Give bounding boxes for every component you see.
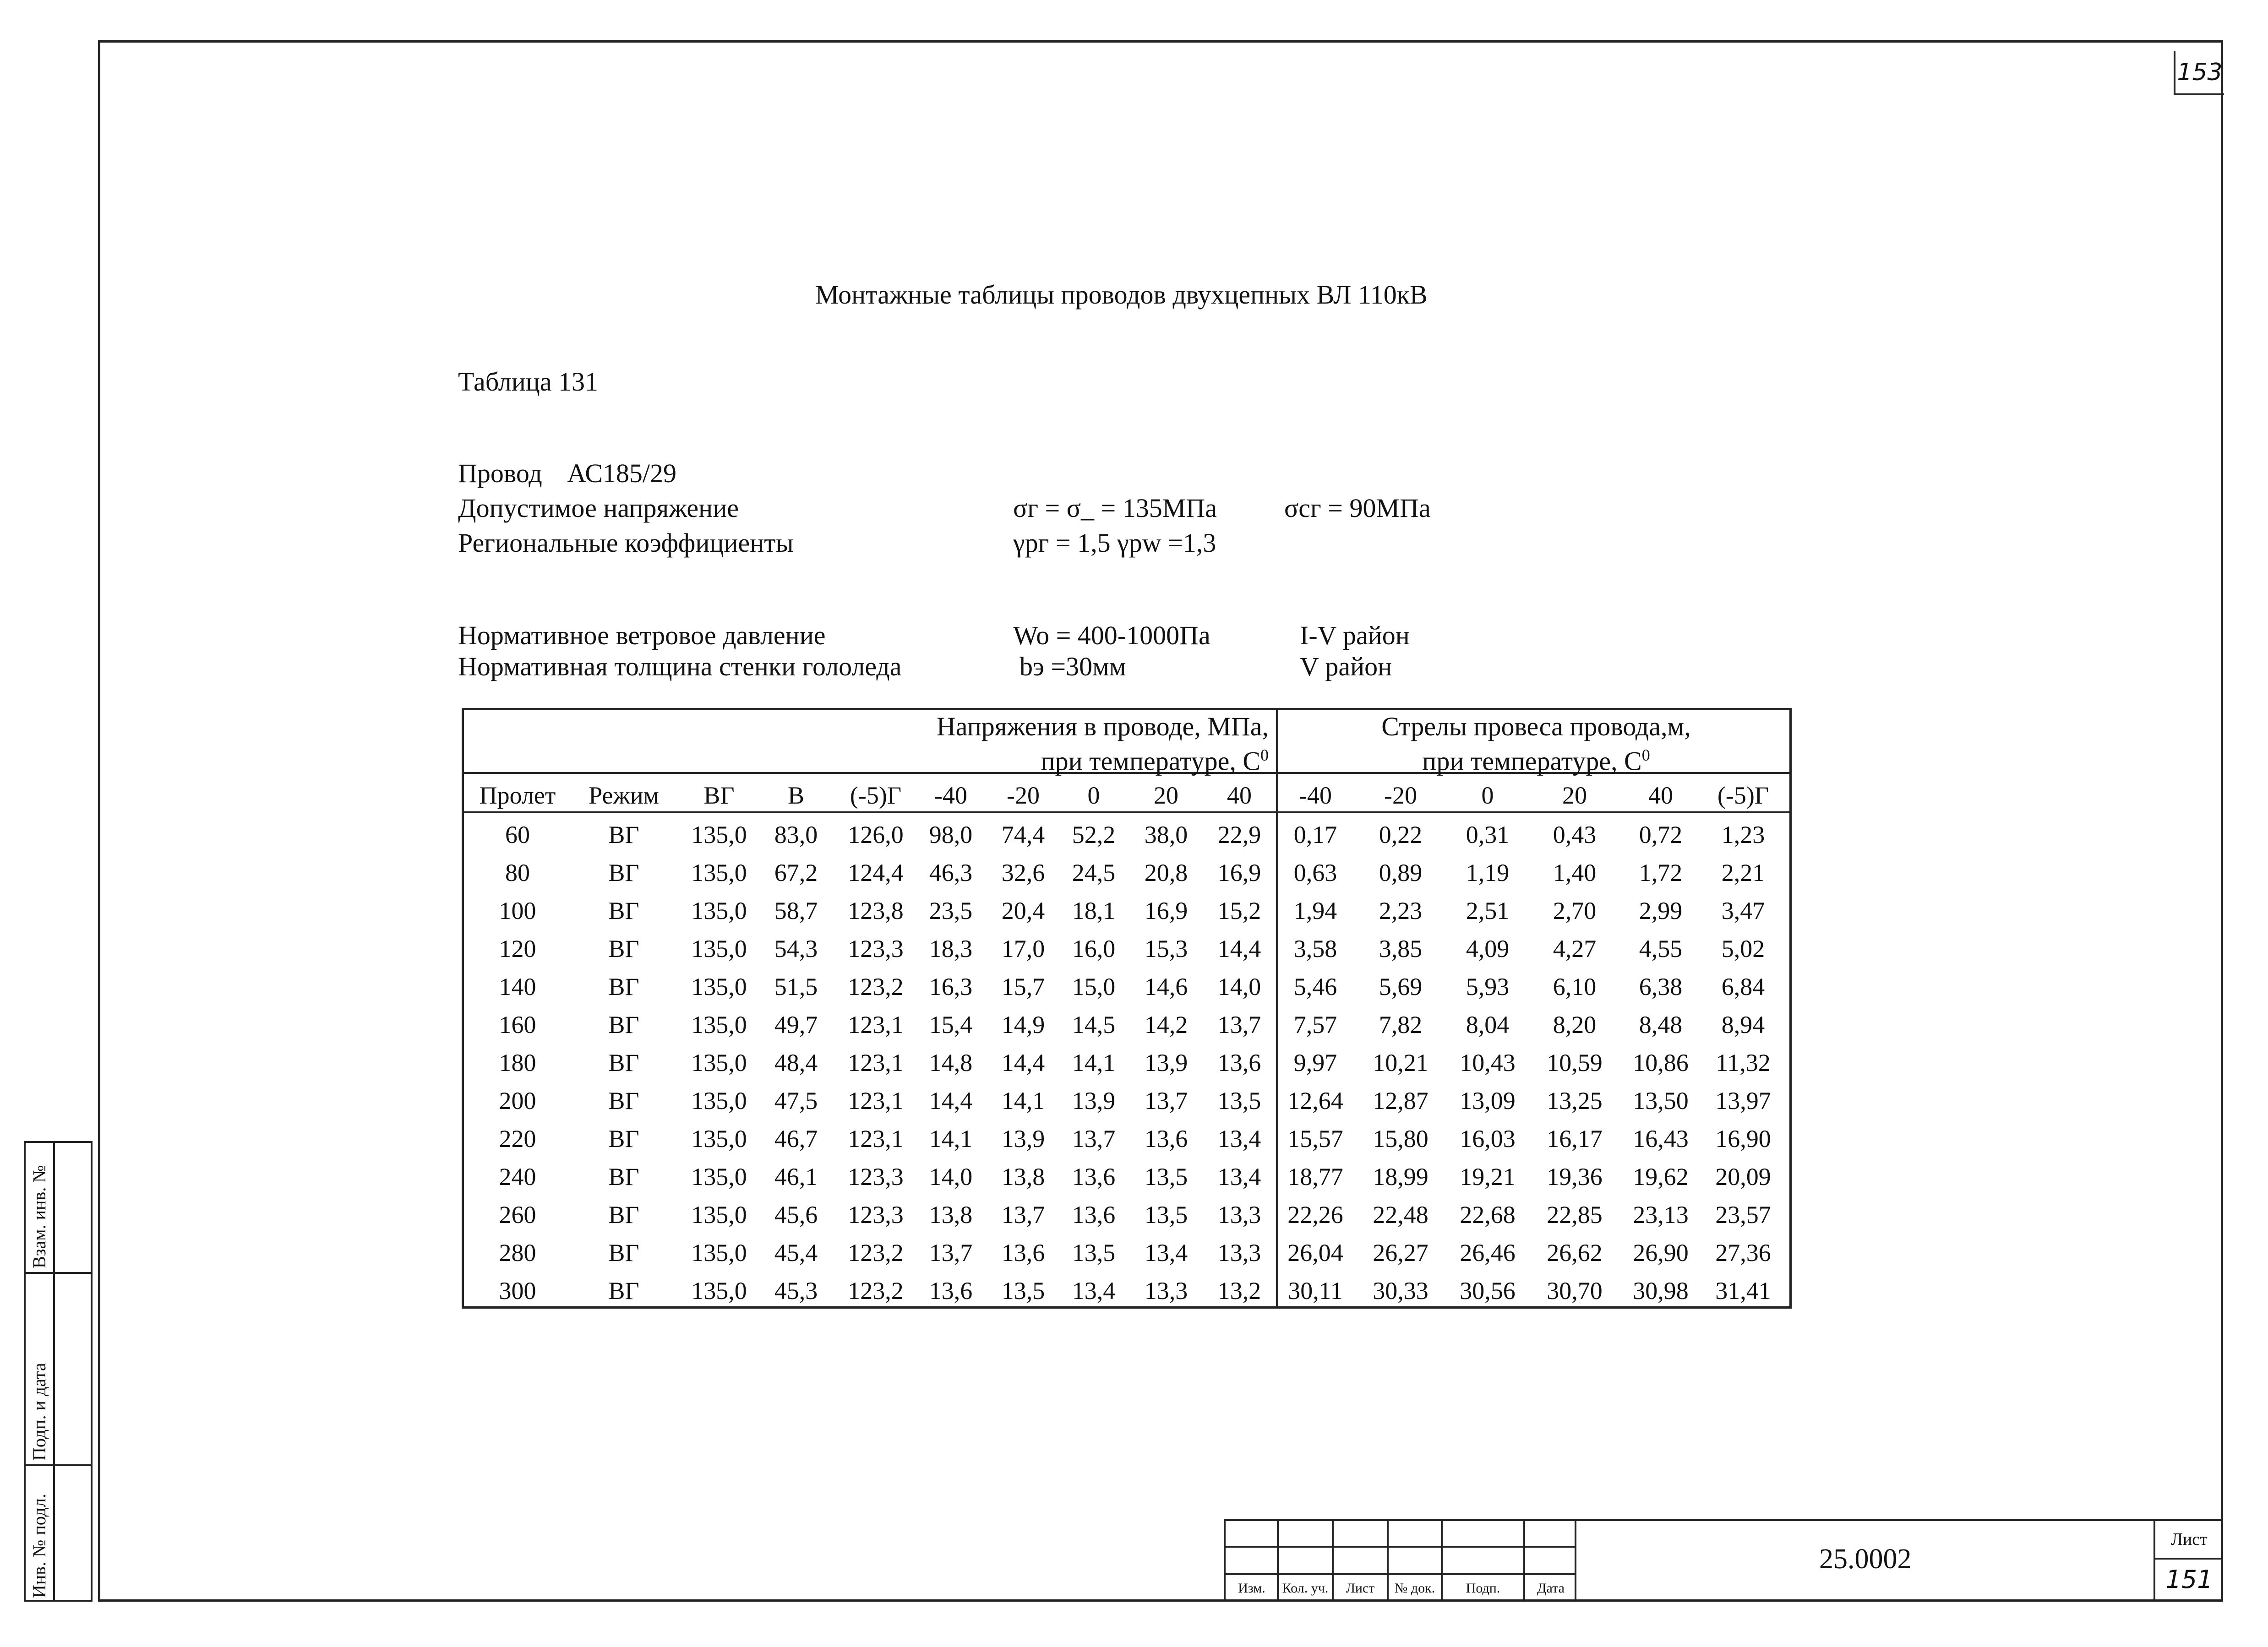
ice-region: V район bbox=[1300, 652, 1392, 681]
table-cell: ВГ bbox=[608, 935, 639, 962]
table-cell: 15,2 bbox=[1217, 897, 1261, 924]
stamp-col-list: Лист bbox=[1346, 1581, 1375, 1596]
column-header: 20 bbox=[1562, 782, 1587, 809]
table-cell: 0,17 bbox=[1293, 821, 1337, 848]
column-header: -20 bbox=[1007, 782, 1040, 809]
table-cell: 126,0 bbox=[848, 821, 904, 848]
table-cell: 2,99 bbox=[1639, 897, 1683, 924]
table-cell: 16,17 bbox=[1547, 1125, 1603, 1152]
table-cell: 12,64 bbox=[1287, 1087, 1343, 1114]
table-cell: 8,48 bbox=[1639, 1011, 1683, 1038]
table-cell: 16,9 bbox=[1144, 897, 1188, 924]
wind-label: Нормативное ветровое давление bbox=[458, 620, 826, 650]
table-cell: 24,5 bbox=[1072, 859, 1116, 886]
table-cell: 15,4 bbox=[929, 1011, 973, 1038]
table-cell: 16,43 bbox=[1633, 1125, 1689, 1152]
wind-region: I-V район bbox=[1300, 620, 1410, 650]
table-cell: 16,9 bbox=[1217, 859, 1261, 886]
table-cell: 30,11 bbox=[1288, 1277, 1343, 1305]
table-cell: 8,04 bbox=[1466, 1011, 1510, 1038]
column-header: Режим bbox=[589, 782, 659, 809]
table-cell: 13,3 bbox=[1217, 1239, 1261, 1267]
table-cell: 123,2 bbox=[848, 1239, 904, 1267]
column-header: -40 bbox=[1299, 782, 1332, 809]
table-cell: 49,7 bbox=[774, 1011, 818, 1038]
side-strip-inner-line bbox=[53, 1143, 55, 1600]
table-cell: 3,58 bbox=[1293, 935, 1337, 962]
table-cell: 5,69 bbox=[1379, 973, 1423, 1000]
table-cell: 135,0 bbox=[691, 821, 747, 848]
table-cell: 135,0 bbox=[691, 1239, 747, 1267]
table-cell: 13,5 bbox=[1072, 1239, 1116, 1267]
sag-header-line2: при температуре, $С^0$ bbox=[1422, 746, 1650, 776]
table-cell: 32,6 bbox=[1001, 859, 1045, 886]
table-cell: 135,0 bbox=[691, 1087, 747, 1114]
table-cell: 13,7 bbox=[1001, 1201, 1045, 1228]
table-cell: 13,7 bbox=[929, 1239, 973, 1267]
grid-line bbox=[1224, 1573, 1576, 1575]
table-cell: 14,1 bbox=[929, 1125, 973, 1152]
column-header: Пролет bbox=[479, 782, 556, 809]
table-cell: 1,72 bbox=[1639, 859, 1683, 886]
table-cell: 13,4 bbox=[1144, 1239, 1188, 1267]
table-cell: 8,20 bbox=[1553, 1011, 1597, 1038]
table-cell: 260 bbox=[499, 1201, 536, 1228]
table-cell: 10,21 bbox=[1373, 1049, 1428, 1076]
stamp-col-doc: № док. bbox=[1394, 1581, 1435, 1596]
stress-header-line1: Напряжения в проводе, МПа, bbox=[936, 712, 1269, 741]
table-cell: 0,43 bbox=[1553, 821, 1597, 848]
table-cell: 14,4 bbox=[929, 1087, 973, 1114]
side-strip-divider bbox=[26, 1464, 91, 1466]
degree-mark: 0 bbox=[1260, 746, 1269, 764]
table-cell: 123,3 bbox=[848, 1201, 904, 1228]
table-cell: 46,1 bbox=[774, 1163, 818, 1190]
table-cell: 140 bbox=[499, 973, 536, 1000]
stamp-col-sign: Подп. bbox=[1466, 1581, 1500, 1596]
table-cell: 22,48 bbox=[1373, 1201, 1428, 1228]
table-cell: 123,1 bbox=[848, 1087, 904, 1114]
table-cell: 16,3 bbox=[929, 973, 973, 1000]
table-cell: 2,21 bbox=[1721, 859, 1765, 886]
table-cell: 48,4 bbox=[774, 1049, 818, 1076]
table-cell: 5,02 bbox=[1721, 935, 1765, 962]
table-cell: 18,77 bbox=[1287, 1163, 1343, 1190]
table-cell: 1,19 bbox=[1466, 859, 1510, 886]
table-cell: 27,36 bbox=[1715, 1239, 1771, 1267]
table-cell: 22,68 bbox=[1460, 1201, 1516, 1228]
table-cell: 60 bbox=[505, 821, 530, 848]
table-cell: 26,62 bbox=[1547, 1239, 1603, 1267]
table-cell: 135,0 bbox=[691, 1011, 747, 1038]
table-cell: 30,56 bbox=[1460, 1277, 1516, 1305]
table-cell: 123,3 bbox=[848, 935, 904, 962]
table-cell: 18,3 bbox=[929, 935, 973, 962]
table-cell: 6,38 bbox=[1639, 973, 1683, 1000]
table-cell: 16,0 bbox=[1072, 935, 1116, 962]
regional-coef-label: Региональные коэффициенты bbox=[458, 528, 794, 558]
table-cell: 11,32 bbox=[1716, 1049, 1771, 1076]
table-cell: 135,0 bbox=[691, 935, 747, 962]
table-cell: 13,5 bbox=[1144, 1201, 1188, 1228]
table-cell: 30,33 bbox=[1373, 1277, 1428, 1305]
table-cell: 135,0 bbox=[691, 1201, 747, 1228]
table-cell: 123,1 bbox=[848, 1049, 904, 1076]
table-cell: 100 bbox=[499, 897, 536, 924]
table-cell: 13,9 bbox=[1144, 1049, 1188, 1076]
table-cell: 14,0 bbox=[929, 1163, 973, 1190]
table-cell: 123,3 bbox=[848, 1163, 904, 1190]
table-cell: 13,9 bbox=[1072, 1087, 1116, 1114]
stamp-col-izm: Изм. bbox=[1238, 1581, 1265, 1596]
table-cell: 26,27 bbox=[1373, 1239, 1428, 1267]
table-cell: 3,85 bbox=[1379, 935, 1423, 962]
table-cell: 52,2 bbox=[1072, 821, 1116, 848]
table-cell: ВГ bbox=[608, 821, 639, 848]
table-cell: 38,0 bbox=[1144, 821, 1188, 848]
table-cell: 135,0 bbox=[691, 1163, 747, 1190]
column-header: 40 bbox=[1648, 782, 1673, 809]
table-cell: 16,03 bbox=[1460, 1125, 1516, 1152]
table-cell: 13,6 bbox=[929, 1277, 973, 1305]
sag-group-header bbox=[1281, 712, 1792, 775]
table-cell: 80 bbox=[505, 859, 530, 886]
wire-label: Провод bbox=[458, 458, 542, 488]
sheet-number: 151 bbox=[2165, 1565, 2213, 1594]
table-cell: ВГ bbox=[608, 1011, 639, 1038]
column-header: (-5)Г bbox=[1717, 782, 1769, 809]
table-cell: 58,7 bbox=[774, 897, 818, 924]
table-cell: 5,93 bbox=[1466, 973, 1510, 1000]
table-cell: 15,3 bbox=[1144, 935, 1188, 962]
table-cell: 220 bbox=[499, 1125, 536, 1152]
table-cell: 13,5 bbox=[1001, 1277, 1045, 1305]
table-cell: 22,9 bbox=[1217, 821, 1261, 848]
table-cell: 0,63 bbox=[1293, 859, 1337, 886]
table-cell: 46,3 bbox=[929, 859, 973, 886]
table-cell: 135,0 bbox=[691, 1125, 747, 1152]
stamp-col-date: Дата bbox=[1537, 1581, 1565, 1596]
title-block bbox=[1224, 1519, 2223, 1602]
table-cell: 15,57 bbox=[1287, 1125, 1343, 1152]
table-cell: 123,1 bbox=[848, 1125, 904, 1152]
wire-row bbox=[458, 458, 676, 489]
table-cell: 13,3 bbox=[1217, 1201, 1261, 1228]
table-cell: 135,0 bbox=[691, 1049, 747, 1076]
table-cell: 14,0 bbox=[1217, 973, 1261, 1000]
column-header: 20 bbox=[1154, 782, 1178, 809]
table-cell: ВГ bbox=[608, 1163, 639, 1190]
table-cell: 135,0 bbox=[691, 897, 747, 924]
column-header: (-5)Г bbox=[850, 782, 902, 809]
table-cell: 135,0 bbox=[691, 859, 747, 886]
table-cell: 123,8 bbox=[848, 897, 904, 924]
table-cell: 23,57 bbox=[1715, 1201, 1771, 1228]
page-number-stamp: 153 bbox=[2174, 51, 2224, 95]
table-label: Таблица 131 bbox=[458, 367, 599, 397]
table-cell: 13,4 bbox=[1072, 1277, 1116, 1305]
degree-mark: 0 bbox=[1641, 746, 1650, 764]
table-cell: 8,94 bbox=[1721, 1011, 1765, 1038]
stamp-col-kol: Кол. уч. bbox=[1282, 1581, 1329, 1596]
table-cell: 19,36 bbox=[1547, 1163, 1603, 1190]
table-cell: 23,5 bbox=[929, 897, 973, 924]
table-cell: 13,7 bbox=[1217, 1011, 1261, 1038]
side-label-inv: Инв. № подл. bbox=[29, 1494, 49, 1598]
table-cell: 10,43 bbox=[1460, 1049, 1516, 1076]
table-cell: 13,3 bbox=[1144, 1277, 1188, 1305]
table-cell: 18,1 bbox=[1072, 897, 1116, 924]
table-cell: 4,09 bbox=[1466, 935, 1510, 962]
table-cell: 13,2 bbox=[1217, 1277, 1261, 1305]
table-cell: 22,26 bbox=[1287, 1201, 1343, 1228]
table-cell: 6,84 bbox=[1721, 973, 1765, 1000]
column-header: ВГ bbox=[703, 782, 735, 809]
table-cell: 124,4 bbox=[848, 859, 904, 886]
table-cell: 0,22 bbox=[1379, 821, 1423, 848]
table-cell: 1,40 bbox=[1553, 859, 1597, 886]
table-cell: 23,13 bbox=[1633, 1201, 1689, 1228]
table-cell: 13,09 bbox=[1460, 1087, 1516, 1114]
table-cell: 2,51 bbox=[1466, 897, 1510, 924]
table-cell: 54,3 bbox=[774, 935, 818, 962]
side-label-replace: Взам. инв. № bbox=[29, 1165, 49, 1268]
table-cell: 51,5 bbox=[774, 973, 818, 1000]
table-cell: 300 bbox=[499, 1277, 536, 1305]
table-cell: 13,5 bbox=[1217, 1087, 1261, 1114]
regional-coef-value: γрг = 1,5 γpw =1,3 bbox=[1013, 528, 1216, 558]
column-header: 0 bbox=[1481, 782, 1494, 809]
table-cell: ВГ bbox=[608, 1087, 639, 1114]
table-cell: 13,25 bbox=[1547, 1087, 1603, 1114]
sheet-label: Лист bbox=[2171, 1530, 2208, 1549]
table-cell: 13,6 bbox=[1217, 1049, 1261, 1076]
table-cell: ВГ bbox=[608, 1201, 639, 1228]
table-cell: 2,23 bbox=[1379, 897, 1423, 924]
table-cell: 12,87 bbox=[1373, 1087, 1428, 1114]
table-cell: 26,90 bbox=[1633, 1239, 1689, 1267]
table-cell: 45,3 bbox=[774, 1277, 818, 1305]
table-cell: 13,7 bbox=[1072, 1125, 1116, 1152]
table-cell: 26,46 bbox=[1460, 1239, 1516, 1267]
table-cell: 15,80 bbox=[1373, 1125, 1428, 1152]
table-cell: 2,70 bbox=[1553, 897, 1597, 924]
table-cell: 46,7 bbox=[774, 1125, 818, 1152]
column-header: -40 bbox=[934, 782, 967, 809]
table-cell: 200 bbox=[499, 1087, 536, 1114]
wire-value: АС185/29 bbox=[567, 458, 677, 488]
table-cell: 20,09 bbox=[1715, 1163, 1771, 1190]
table-cell: 14,5 bbox=[1072, 1011, 1116, 1038]
table-cell: 13,4 bbox=[1217, 1163, 1261, 1190]
stress-group-header bbox=[870, 712, 1269, 775]
table-cell: 1,94 bbox=[1293, 897, 1337, 924]
table-cell: 19,21 bbox=[1460, 1163, 1516, 1190]
table-cell: 280 bbox=[499, 1239, 536, 1267]
table-cell: 1,23 bbox=[1721, 821, 1765, 848]
table-cell: 98,0 bbox=[929, 821, 973, 848]
table-cell: 67,2 bbox=[774, 859, 818, 886]
ice-label: Нормативная толщина стенки гололеда bbox=[458, 652, 902, 681]
table-cell: 45,4 bbox=[774, 1239, 818, 1267]
table-cell: 31,41 bbox=[1715, 1277, 1771, 1305]
table-cell: 13,9 bbox=[1001, 1125, 1045, 1152]
table-cell: 22,85 bbox=[1547, 1201, 1603, 1228]
side-strip-divider bbox=[26, 1272, 91, 1274]
table-cell: 16,90 bbox=[1715, 1125, 1771, 1152]
table-cell: 14,4 bbox=[1001, 1049, 1045, 1076]
sheet-divider bbox=[2154, 1558, 2223, 1560]
table-cell: 20,8 bbox=[1144, 859, 1188, 886]
column-header: 0 bbox=[1087, 782, 1100, 809]
table-cell: 14,2 bbox=[1144, 1011, 1188, 1038]
table-cell: 47,5 bbox=[774, 1087, 818, 1114]
column-header: В bbox=[787, 782, 805, 809]
table-colheader-divider bbox=[462, 811, 1792, 813]
wind-value: Wo = 400-1000Па bbox=[1013, 620, 1210, 650]
table-cell: 10,86 bbox=[1633, 1049, 1689, 1076]
table-cell: 30,70 bbox=[1547, 1277, 1603, 1305]
table-cell: 19,62 bbox=[1633, 1163, 1689, 1190]
table-cell: 135,0 bbox=[691, 1277, 747, 1305]
table-cell: 3,47 bbox=[1721, 897, 1765, 924]
table-cell: 135,0 bbox=[691, 973, 747, 1000]
table-cell: 6,10 bbox=[1553, 973, 1597, 1000]
table-cell: 180 bbox=[499, 1049, 536, 1076]
table-cell: 160 bbox=[499, 1011, 536, 1038]
table-cell: ВГ bbox=[608, 1125, 639, 1152]
sigma-cr-value: σсг = 90МПа bbox=[1284, 493, 1431, 523]
table-cell: 17,0 bbox=[1001, 935, 1045, 962]
table-cell: ВГ bbox=[608, 859, 639, 886]
table-cell: 14,1 bbox=[1001, 1087, 1045, 1114]
table-cell: 7,57 bbox=[1293, 1011, 1337, 1038]
table-cell: 14,4 bbox=[1217, 935, 1261, 962]
column-header: -20 bbox=[1384, 782, 1417, 809]
table-cell: 13,6 bbox=[1144, 1125, 1188, 1152]
table-cell: 4,27 bbox=[1553, 935, 1597, 962]
table-cell: 13,6 bbox=[1001, 1239, 1045, 1267]
table-cell: 20,4 bbox=[1001, 897, 1045, 924]
table-cell: ВГ bbox=[608, 1049, 639, 1076]
table-cell: 0,72 bbox=[1639, 821, 1683, 848]
table-cell: 74,4 bbox=[1001, 821, 1045, 848]
table-cell: 9,97 bbox=[1293, 1049, 1337, 1076]
table-cell: 14,1 bbox=[1072, 1049, 1116, 1076]
allowable-stress-value: σг = σ_ = 135МПа bbox=[1013, 493, 1217, 523]
table-cell: 10,59 bbox=[1547, 1049, 1603, 1076]
table-cell: 18,99 bbox=[1373, 1163, 1428, 1190]
table-cell: 240 bbox=[499, 1163, 536, 1190]
allowable-stress-label: Допустимое напряжение bbox=[458, 493, 739, 523]
table-cell: 15,7 bbox=[1001, 973, 1045, 1000]
table-cell: 26,04 bbox=[1287, 1239, 1343, 1267]
stress-header-line2: при температуре, $С^0$ bbox=[1041, 746, 1269, 776]
table-cell: ВГ bbox=[608, 897, 639, 924]
table-cell: 45,6 bbox=[774, 1201, 818, 1228]
doc-code: 25.0002 bbox=[1819, 1544, 1912, 1575]
table-cell: ВГ bbox=[608, 1239, 639, 1267]
table-cell: 13,7 bbox=[1144, 1087, 1188, 1114]
table-cell: 15,0 bbox=[1072, 973, 1116, 1000]
table-cell: 13,8 bbox=[929, 1201, 973, 1228]
table-cell: 13,97 bbox=[1715, 1087, 1771, 1114]
table-cell: 13,50 bbox=[1633, 1087, 1689, 1114]
table-cell: 13,8 bbox=[1001, 1163, 1045, 1190]
table-cell: 120 bbox=[499, 935, 536, 962]
page-title: Монтажные таблицы проводов двухцепных ВЛ 110кВ bbox=[815, 280, 1428, 310]
table-cell: 83,0 bbox=[774, 821, 818, 848]
side-label-sign: Подп. и дата bbox=[29, 1363, 49, 1461]
table-cell: 123,2 bbox=[848, 973, 904, 1000]
table-cell: 5,46 bbox=[1293, 973, 1337, 1000]
table-cell: 13,6 bbox=[1072, 1163, 1116, 1190]
table-cell: 4,55 bbox=[1639, 935, 1683, 962]
table-cell: 30,98 bbox=[1633, 1277, 1689, 1305]
grid-line bbox=[1224, 1546, 1576, 1548]
table-cell: 123,2 bbox=[848, 1277, 904, 1305]
table-cell: 14,9 bbox=[1001, 1011, 1045, 1038]
sag-header-line1: Стрелы провеса провода,м, bbox=[1381, 712, 1691, 741]
table-cell: 0,89 bbox=[1379, 859, 1423, 886]
column-header: 40 bbox=[1227, 782, 1252, 809]
table-cell: 13,5 bbox=[1144, 1163, 1188, 1190]
table-cell: 7,82 bbox=[1379, 1011, 1423, 1038]
table-cell: 13,4 bbox=[1217, 1125, 1261, 1152]
table-cell: ВГ bbox=[608, 973, 639, 1000]
ice-value: bэ =30мм bbox=[1020, 652, 1126, 681]
table-cell: 14,6 bbox=[1144, 973, 1188, 1000]
table-cell: 123,1 bbox=[848, 1011, 904, 1038]
table-cell: 0,31 bbox=[1466, 821, 1510, 848]
table-cell: 14,8 bbox=[929, 1049, 973, 1076]
table-cell: 13,6 bbox=[1072, 1201, 1116, 1228]
table-cell: ВГ bbox=[608, 1277, 639, 1305]
